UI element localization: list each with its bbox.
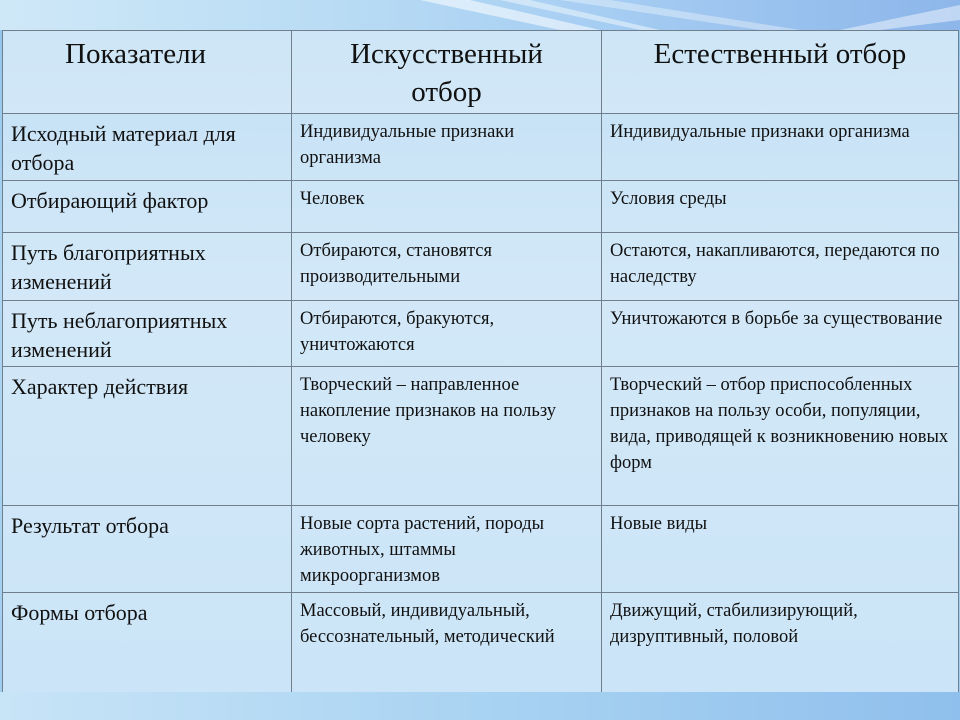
table-row xyxy=(3,301,959,367)
row-label: Путь неблагоприятных изменений xyxy=(3,301,292,367)
comparison-table xyxy=(2,30,959,693)
row-label: Формы отбора xyxy=(3,593,292,693)
decorative-bottom-band xyxy=(0,692,960,720)
row-label: Путь благоприятных изменений xyxy=(3,233,292,301)
table-row xyxy=(3,506,959,593)
header-artificial-selection: Искусственный отбор xyxy=(292,31,602,114)
artificial-cell: Человек xyxy=(292,181,602,233)
natural-cell: Новые виды xyxy=(602,506,959,593)
table-header-row xyxy=(3,31,959,114)
natural-cell: Условия среды xyxy=(602,181,959,233)
natural-cell: Творческий – отбор приспособленных признаков на пользу особи, популяции, вида, приводящей к возникновению новых форм xyxy=(602,367,959,506)
natural-cell: Движущий, стабилизирующий, дизруптивный, половой xyxy=(602,593,959,693)
table-row xyxy=(3,367,959,506)
artificial-cell: Отбираются, бракуются, уничтожаются xyxy=(292,301,602,367)
row-label: Результат отбора xyxy=(3,506,292,593)
artificial-cell: Массовый, индивидуальный, бессознательный, методический xyxy=(292,593,602,693)
row-label: Исходный материал для отбора xyxy=(3,114,292,181)
table-row xyxy=(3,114,959,181)
artificial-cell: Творческий – направленное накопление признаков на пользу человеку xyxy=(292,367,602,506)
header-natural-selection: Естественный отбор xyxy=(602,31,959,114)
artificial-cell: Новые сорта растений, породы животных, штаммы микроорганизмов xyxy=(292,506,602,593)
decorative-top-band xyxy=(0,0,960,30)
natural-cell: Остаются, накапливаются, передаются по наследству xyxy=(602,233,959,301)
artificial-cell: Отбираются, становятся производительными xyxy=(292,233,602,301)
natural-cell: Уничтожаются в борьбе за существование xyxy=(602,301,959,367)
natural-cell: Индивидуальные признаки организма xyxy=(602,114,959,181)
table-row xyxy=(3,181,959,233)
row-label: Отбирающий фактор xyxy=(3,181,292,233)
table-row xyxy=(3,593,959,693)
artificial-cell: Индивидуальные признаки организма xyxy=(292,114,602,181)
decorative-waves xyxy=(0,0,960,30)
table-row xyxy=(3,233,959,301)
row-label: Характер действия xyxy=(3,367,292,506)
header-indicators: Показатели xyxy=(3,31,292,114)
